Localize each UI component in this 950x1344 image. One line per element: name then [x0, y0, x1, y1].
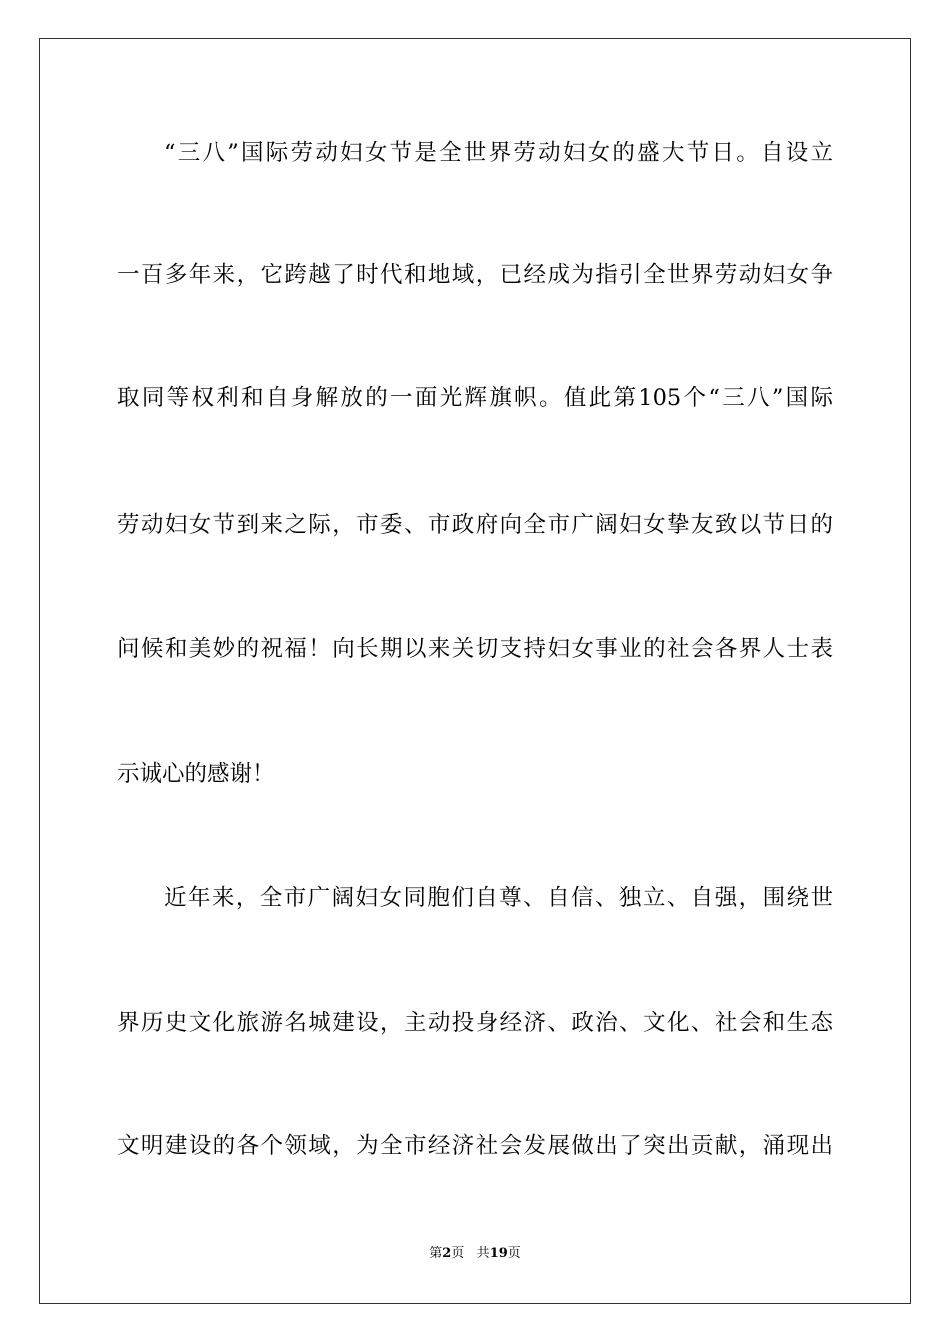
paragraph-2-line-2: 界历史文化旅游名城建设，主动投身经济、政治、文化、社会和生态 [117, 1010, 833, 1036]
page-border [39, 38, 911, 1304]
paragraph-1-line-4: 劳动妇女节到来之际，市委、市政府向全市广阔妇女挚友致以节日的 [117, 512, 833, 538]
total-suffix: 页 [507, 1246, 521, 1261]
paragraph-2-line-1: 近年来，全市广阔妇女同胞们自尊、自信、独立、自强，围绕世 [164, 885, 833, 911]
paragraph-2-line-3: 文明建设的各个领域，为全市经济社会发展做出了突出贡献，涌现出 [117, 1133, 833, 1159]
paragraph-1-line-6: 示诚心的感谢！ [117, 761, 275, 787]
paragraph-1-line-1: “三八”国际劳动妇女节是全世界劳动妇女的盛大节日。自设立 [164, 140, 833, 166]
page-footer [0, 1245, 950, 1263]
total-pages: 19 [489, 1246, 508, 1261]
total-prefix: 共 [476, 1246, 490, 1261]
page-number: 2 [442, 1246, 452, 1261]
page-suffix: 页 [451, 1246, 465, 1261]
page-prefix: 第 [429, 1246, 443, 1261]
paragraph-1-line-5: 问候和美妙的祝福！向长期以来关切支持妇女事业的社会各界人士表 [117, 636, 833, 662]
paragraph-1-line-3: 取同等权利和自身解放的一面光辉旗帜。值此第105个“三八”国际 [117, 385, 833, 411]
paragraph-1-line-2: 一百多年来，它跨越了时代和地域，已经成为指引全世界劳动妇女争 [117, 262, 833, 288]
